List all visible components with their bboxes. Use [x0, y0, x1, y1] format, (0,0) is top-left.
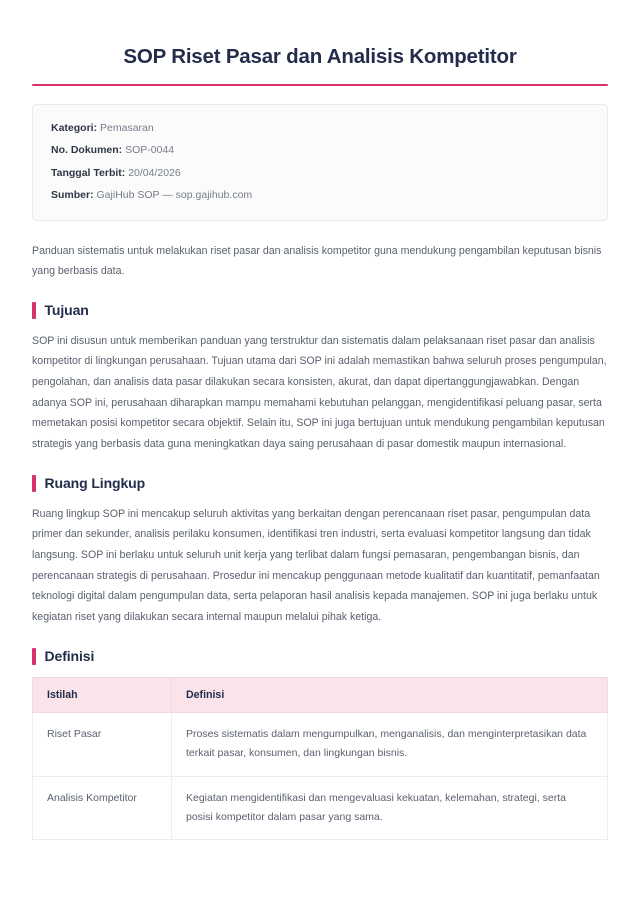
table-cell-term: Riset Pasar [33, 712, 172, 776]
definition-table [32, 677, 608, 841]
section-body-tujuan: SOP ini disusun untuk memberikan panduan yang terstruktur dan sistematis dalam pelaksanaan riset pasar dan analisis kompetitor di lingkungan perusahaan. Tujuan utama dari SOP ini adalah memastikan bahwa seluruh proses pengumpulan, pengolahan, dan analisis data pasar dilakukan secara konsisten, akurat, dan dapat dipertanggungjawabkan. Dengan adanya SOP ini, perusahaan diharapkan mampu memahami kebutuhan pelanggan, mengidentifikasi peluang pasar, serta memetakan posisi kompetitor secara objektif. Selain itu, SOP ini juga bertujuan untuk mendukung pengambilan keputusan strategis yang berbasis data guna meningkatkan daya saing perusahaan di pasar domestik maupun internasional. [32, 334, 607, 451]
section-heading-tujuan [32, 302, 608, 319]
section-definisi [32, 648, 608, 841]
definition-table-body [33, 712, 608, 840]
accent-bar-icon [32, 475, 36, 492]
section-body-ruang-lingkup: Ruang lingkup SOP ini mencakup seluruh aktivitas yang berkaitan dengan perencanaan riset pasar, pengumpulan data primer dan sekunder, analisis perilaku konsumen, identifikasi tren industri, serta evaluasi kompetitor langsung dan tidak langsung. SOP ini berlaku untuk seluruh unit kerja yang terlibat dalam fungsi pemasaran, pengembangan bisnis, dan perencanaan strategis di perusahaan. Prosedur ini mencakup penggunaan metode kualitatif dan kuantitatif, pemanfaatan teknologi digital dalam pengumpulan data, serta pelaporan hasil analisis kepada manajemen. SOP ini juga berlaku untuk kegiatan riset yang dilakukan secara internal maupun melalui pihak ketiga. [32, 507, 600, 624]
table-cell-definition: Proses sistematis dalam mengumpulkan, menganalisis, dan menginterpretasikan data terkait pasar, konsumen, dan lingkungan bisnis. [172, 712, 608, 776]
accent-bar-icon [32, 302, 36, 319]
table-header-row [33, 677, 608, 712]
metadata-label-sumber: Sumber: [51, 188, 94, 201]
metadata-row-sumber [51, 184, 589, 206]
section-tujuan [32, 302, 608, 455]
section-ruang-lingkup [32, 475, 608, 628]
metadata-row-tanggal-terbit [51, 162, 589, 184]
metadata-row-kategori [51, 118, 589, 140]
section-title-definisi: Definisi [44, 647, 95, 664]
metadata-value-kategori: Pemasaran [100, 122, 154, 135]
section-title-tujuan: Tujuan [44, 301, 89, 318]
section-title-ruang-lingkup: Ruang Lingkup [44, 474, 146, 491]
table-header-istilah: Istilah [33, 677, 172, 712]
table-header-definisi: Definisi [172, 677, 608, 712]
definition-table-head [33, 677, 608, 712]
table-row [33, 776, 608, 840]
table-cell-term: Analisis Kompetitor [33, 776, 172, 840]
page-title: SOP Riset Pasar dan Analisis Kompetitor [123, 45, 517, 68]
table-cell-definition: Kegiatan mengidentifikasi dan mengevaluasi kekuatan, kelemahan, strategi, serta posisi kompetitor dalam pasar yang sama. [172, 776, 608, 840]
document-metadata-box [32, 104, 608, 221]
metadata-label-no-dokumen: No. Dokumen: [51, 144, 123, 157]
section-heading-definisi [32, 648, 608, 665]
title-divider [32, 84, 608, 86]
section-heading-ruang-lingkup [32, 475, 608, 492]
metadata-row-no-dokumen [51, 140, 589, 162]
metadata-value-tanggal-terbit: 20/04/2026 [128, 166, 181, 179]
table-row [33, 712, 608, 776]
intro-paragraph: Panduan sistematis untuk melakukan riset pasar dan analisis kompetitor guna mendukung pengambilan keputusan bisnis yang berbasis data. [32, 244, 602, 278]
metadata-label-tanggal-terbit: Tanggal Terbit: [51, 166, 126, 179]
metadata-value-sumber: GajiHub SOP — sop.gajihub.com [96, 188, 253, 201]
metadata-value-no-dokumen: SOP-0044 [125, 144, 175, 157]
metadata-label-kategori: Kategori: [51, 122, 98, 135]
accent-bar-icon [32, 648, 36, 665]
